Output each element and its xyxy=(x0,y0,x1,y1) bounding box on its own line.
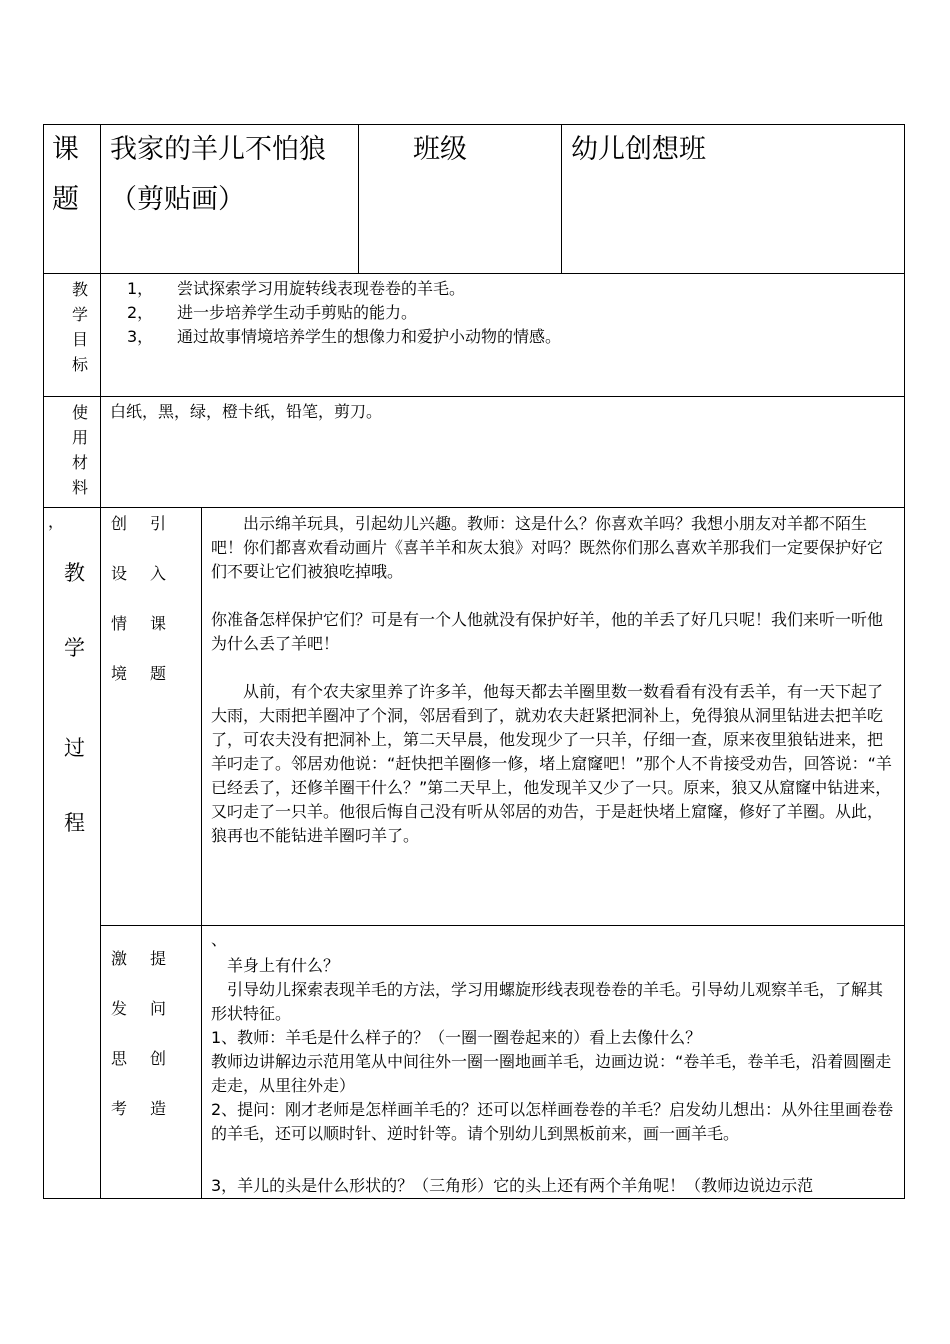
section2-col2-4: 造 xyxy=(150,1099,167,1118)
section1-col2-1: 引 xyxy=(150,514,167,533)
materials-text: 白纸，黑，绿，橙卡纸，铅笔，剪刀。 xyxy=(110,402,383,421)
objectives-label: 教 学 目 标 xyxy=(72,280,89,374)
section2-mark: 、 xyxy=(211,930,228,949)
section2-col1-1: 激 xyxy=(111,949,128,968)
row-divider-1 xyxy=(43,273,905,274)
section2-col1-2: 发 xyxy=(111,999,128,1018)
section2-step-1b: 教师边讲解边示范用笔从中间往外一圈一圈地画羊毛，边画边说：“卷羊毛，卷羊毛，沿着圆圈走走走，从里往外走） xyxy=(211,1052,892,1095)
table-right-border xyxy=(904,124,905,1199)
process-label-3: 过 xyxy=(64,736,85,760)
section1-paragraph-2: 你准备怎样保护它们？可是有一个人他就没有保护好羊，他的羊丢了好几只呢！我们来听一听他为什么丢了羊吧！ xyxy=(211,610,884,653)
section1-col2-2: 入 xyxy=(150,564,167,583)
section2-step-2: 2、提问：刚才老师是怎样画羊毛的？还可以怎样画卷卷的羊毛？启发幼儿想出：从外往里画卷卷的羊毛，还可以顺时针、逆时针等。请个别幼儿到黑板前来，画一画羊毛。 xyxy=(211,1100,894,1143)
section1-paragraph-1: 出示绵羊玩具，引起幼儿兴趣。教师：这是什么？你喜欢羊吗？我想小朋友对羊都不陌生吧！你们都喜欢看动画片《喜羊羊和灰太狼》对吗？既然你们那么喜欢羊那我们一定要保护好它们不要让它们被狼吃掉哦。 xyxy=(211,514,884,581)
label-col-divider xyxy=(100,124,101,1199)
topic-label-2: 题 xyxy=(52,184,79,215)
section2-step-3: 3，羊儿的头是什么形状的？（三角形）它的头上还有两个羊角呢！（教师边说边示范 xyxy=(211,1176,814,1195)
process-label-1: 教 xyxy=(64,561,85,585)
section2-col1-4: 考 xyxy=(111,1099,128,1118)
row-divider-4 xyxy=(100,925,905,926)
section2-col2-2: 问 xyxy=(150,999,167,1018)
section1-col1-1: 创 xyxy=(111,514,128,533)
section1-col2-4: 题 xyxy=(150,664,167,683)
materials-label: 使 用 材 料 xyxy=(72,403,89,497)
table-bottom-border xyxy=(43,1198,905,1199)
section1-col1-4: 境 xyxy=(111,664,128,683)
objective-num-3: 3， xyxy=(127,327,154,346)
section1-col1-3: 情 xyxy=(111,614,128,633)
process-comma: ， xyxy=(48,512,65,531)
section2-question: 羊身上有什么？ xyxy=(211,956,340,975)
table-top-border xyxy=(43,124,905,125)
class-label: 班级 xyxy=(413,134,467,165)
section2-step-1: 1、教师：羊毛是什么样子的？（一圈一圈卷起来的）看上去像什么？ xyxy=(211,1028,702,1047)
process-label-2: 学 xyxy=(64,636,85,660)
section2-intro: 引导幼儿探索表现羊毛的方法，学习用螺旋形线表现卷卷的羊毛。引导幼儿观察羊毛，了解其形状特征。 xyxy=(211,980,884,1023)
header-col-divider-1 xyxy=(358,124,359,274)
section1-story-paragraph: 从前，有个农夫家里养了许多羊，他每天都去羊圈里数一数看看有没有丢羊，有一天下起了大雨，大雨把羊圈冲了个洞，邻居看到了，就劝农夫赶紧把洞补上，免得狼从洞里钻进去把羊吃了，可农夫没有把洞补上，第二天早晨，他发现少了一只羊，仔细一查，原来夜里狼钻进来，把羊叼走了。邻居劝他说：“赶快把羊圈修一修，堵上窟窿吧！”那个人不肯接受劝告，回答说：“羊已经丢了，还修羊圈干什么？”第二天早上，他发现羊又少了一只。原来，狼又从窟窿中钻进来，又叼走了一只羊。他很后悔自己没有听从邻居的劝告，于是赶快堵上窟窿，修好了羊圈。从此，狼再也不能钻进羊圈叼羊了。 xyxy=(211,682,892,845)
process-label-4: 程 xyxy=(64,811,85,835)
section1-col1-2: 设 xyxy=(111,564,128,583)
section2-col1-3: 思 xyxy=(111,1049,128,1068)
objective-text-2: 进一步培养学生动手剪贴的能力。 xyxy=(177,303,418,322)
objective-num-1: 1， xyxy=(127,279,154,298)
row-divider-2 xyxy=(43,396,905,397)
objective-text-1: 尝试探索学习用旋转线表现卷卷的羊毛。 xyxy=(177,279,466,298)
class-value: 幼儿创想班 xyxy=(571,134,706,165)
header-col-divider-2 xyxy=(561,124,562,274)
section1-col2-3: 课 xyxy=(150,614,167,633)
row-divider-3 xyxy=(43,507,905,508)
table-left-border xyxy=(43,124,44,1199)
topic-title-line-2: （剪贴画） xyxy=(110,184,245,215)
objective-num-2: 2， xyxy=(127,303,154,322)
section2-col2-1: 提 xyxy=(150,949,167,968)
section2-col2-3: 创 xyxy=(150,1049,167,1068)
topic-label-1: 课 xyxy=(52,134,79,165)
topic-title-line-1: 我家的羊儿不怕狼 xyxy=(110,134,326,165)
process-col-divider xyxy=(201,507,202,1199)
objective-text-3: 通过故事情境培养学生的想像力和爱护小动物的情感。 xyxy=(177,327,562,346)
